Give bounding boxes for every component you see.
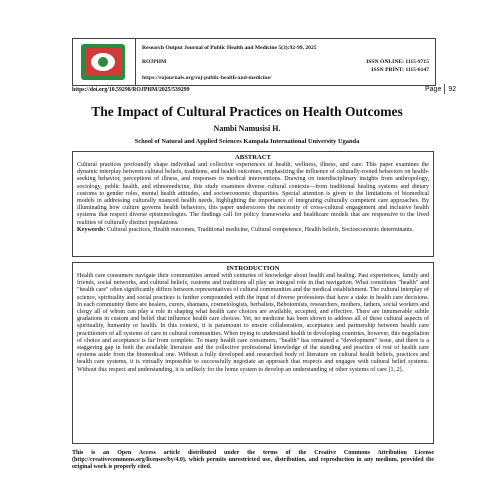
abstract-heading: ABSTRACT — [235, 154, 271, 161]
page-number — [425, 84, 456, 94]
doi-link[interactable]: https://doi.org/10.59298/ROJPHM/2025/539299 — [72, 87, 190, 93]
paper-author: Nambi Namusisi H. — [213, 124, 281, 133]
abstract-section — [72, 151, 434, 257]
keywords-label: Keywords: — [77, 226, 106, 233]
paper-title: The Impact of Cultural Practices on Health Outcomes — [91, 104, 403, 119]
journal-logo — [73, 39, 136, 85]
introduction-section — [72, 262, 434, 444]
journal-url[interactable]: https://rojournals.org/roj-public-health-and-medicine/ — [142, 75, 272, 81]
journal-header — [72, 38, 436, 86]
introduction-text: Health care consumers navigate their communities armed with centuries of knowledge about health and healing. Past experiences, family and friends, social networks, and cultural beliefs, customs and traditions all play an integral role in that navigation. What constitutes "health" and "health care" often significantly differs between representatives of cultural communities and the medical establishment. The cultural interplay of science, spirituality and social practices is further compounded with the input of diverse professions that have a stake in health care decisions. In each community there are healers, curers, shamans, cosmetologists, herbalists, Bebotomists, researchers, mothers, fathers, social workers and clergy all of whom can play a role in shaping what health care choices are available, accepted, and effective. There are innumerable subtle gradations in custom and belief that influence health care choices. Yet, no medicine has been shown to address all of these cultural aspects of spirituality, humanity or health. In this context, it is paramount to ensure collaboration, acceptance and partnership between health care practitioners of all systems of care in cultural communities. When trying to understand health in developing countries, however, this negotiation of choice and acceptance is far from complete. To many health care consumers, "health" has remained a "development" issue, and there is a staggering gap in both the available literature and the collective professional knowledge of the standing and practice of rest of health care systems aside from the biomedical one. Without a fully developed and researched body of literature on cultural health beliefs, practices and health care systems, it is virtually impossible to successfully negotiate an approach that respects and engages with cultural belief systems. Without this respect and understanding, it is unlikely for the home system to develop an understanding of other systems of care [1, 2]. — [77, 273, 429, 373]
author-affiliation: School of Natural and Applied Sciences Kampala International University Uganda — [134, 138, 360, 145]
journal-acronym: ROJPHM — [142, 59, 167, 65]
page-separator — [444, 84, 445, 94]
issn-online: ISSN ONLINE: 1115-9715 — [366, 59, 429, 65]
license-notice: This is an Open Access article distributed under the terms of the Creative Commons Attribution License (http://creativecommons.org/licenses/by/4.0), which permits unrestricted use, distribution, and reproduction in any medium, provided the original work is properly cited. — [72, 450, 434, 471]
introduction-heading: INTRODUCTION — [226, 265, 280, 272]
journal-name: Research Output Journal of Public Health and Medicine 5(3):92-99, 2025 — [142, 45, 317, 51]
logo-shape — [98, 57, 108, 67]
page-number-value: 92 — [448, 85, 457, 93]
keywords — [77, 227, 429, 234]
keywords-list: Cultural practices, Health outcomes, Traditional medicine, Cultural competence, Health beliefs, Socioeconomic determinants. — [106, 226, 414, 233]
journal-info — [136, 39, 435, 85]
issn-print: ISSN PRINT: 1115-6147 — [371, 67, 429, 73]
abstract-text: Cultural practices profoundly shape individual and collective experiences of health, wellness, illness, and care. This paper examines the dynamic interplay between cultural beliefs, traditions, and health outcomes, emphasizing the influence of culturally-rooted behaviors on health-seeking behavior, perceptions of illness, and responses to medical interventions. Drawing on interdisciplinary insights from anthropology, sociology, public health, and ethnomedicine, this study examines diverse cultural contexts—from traditional healing systems and dietary customs to gender roles, mental health attitudes, and socioeconomic disparities. Special attention is given to the limitations of biomedical models in addressing culturally nuanced health needs, highlighting the importance of integrating culturally competent care approaches. By illuminating how culture governs health behaviors, this paper underscores the necessity of cross-cultural engagement and inclusive health systems that respect diverse epistemologies. The findings call for policy frameworks and healthcare models that are responsive to the lived realities of culturally distinct populations. — [77, 162, 429, 226]
page-label: Page — [425, 85, 442, 93]
